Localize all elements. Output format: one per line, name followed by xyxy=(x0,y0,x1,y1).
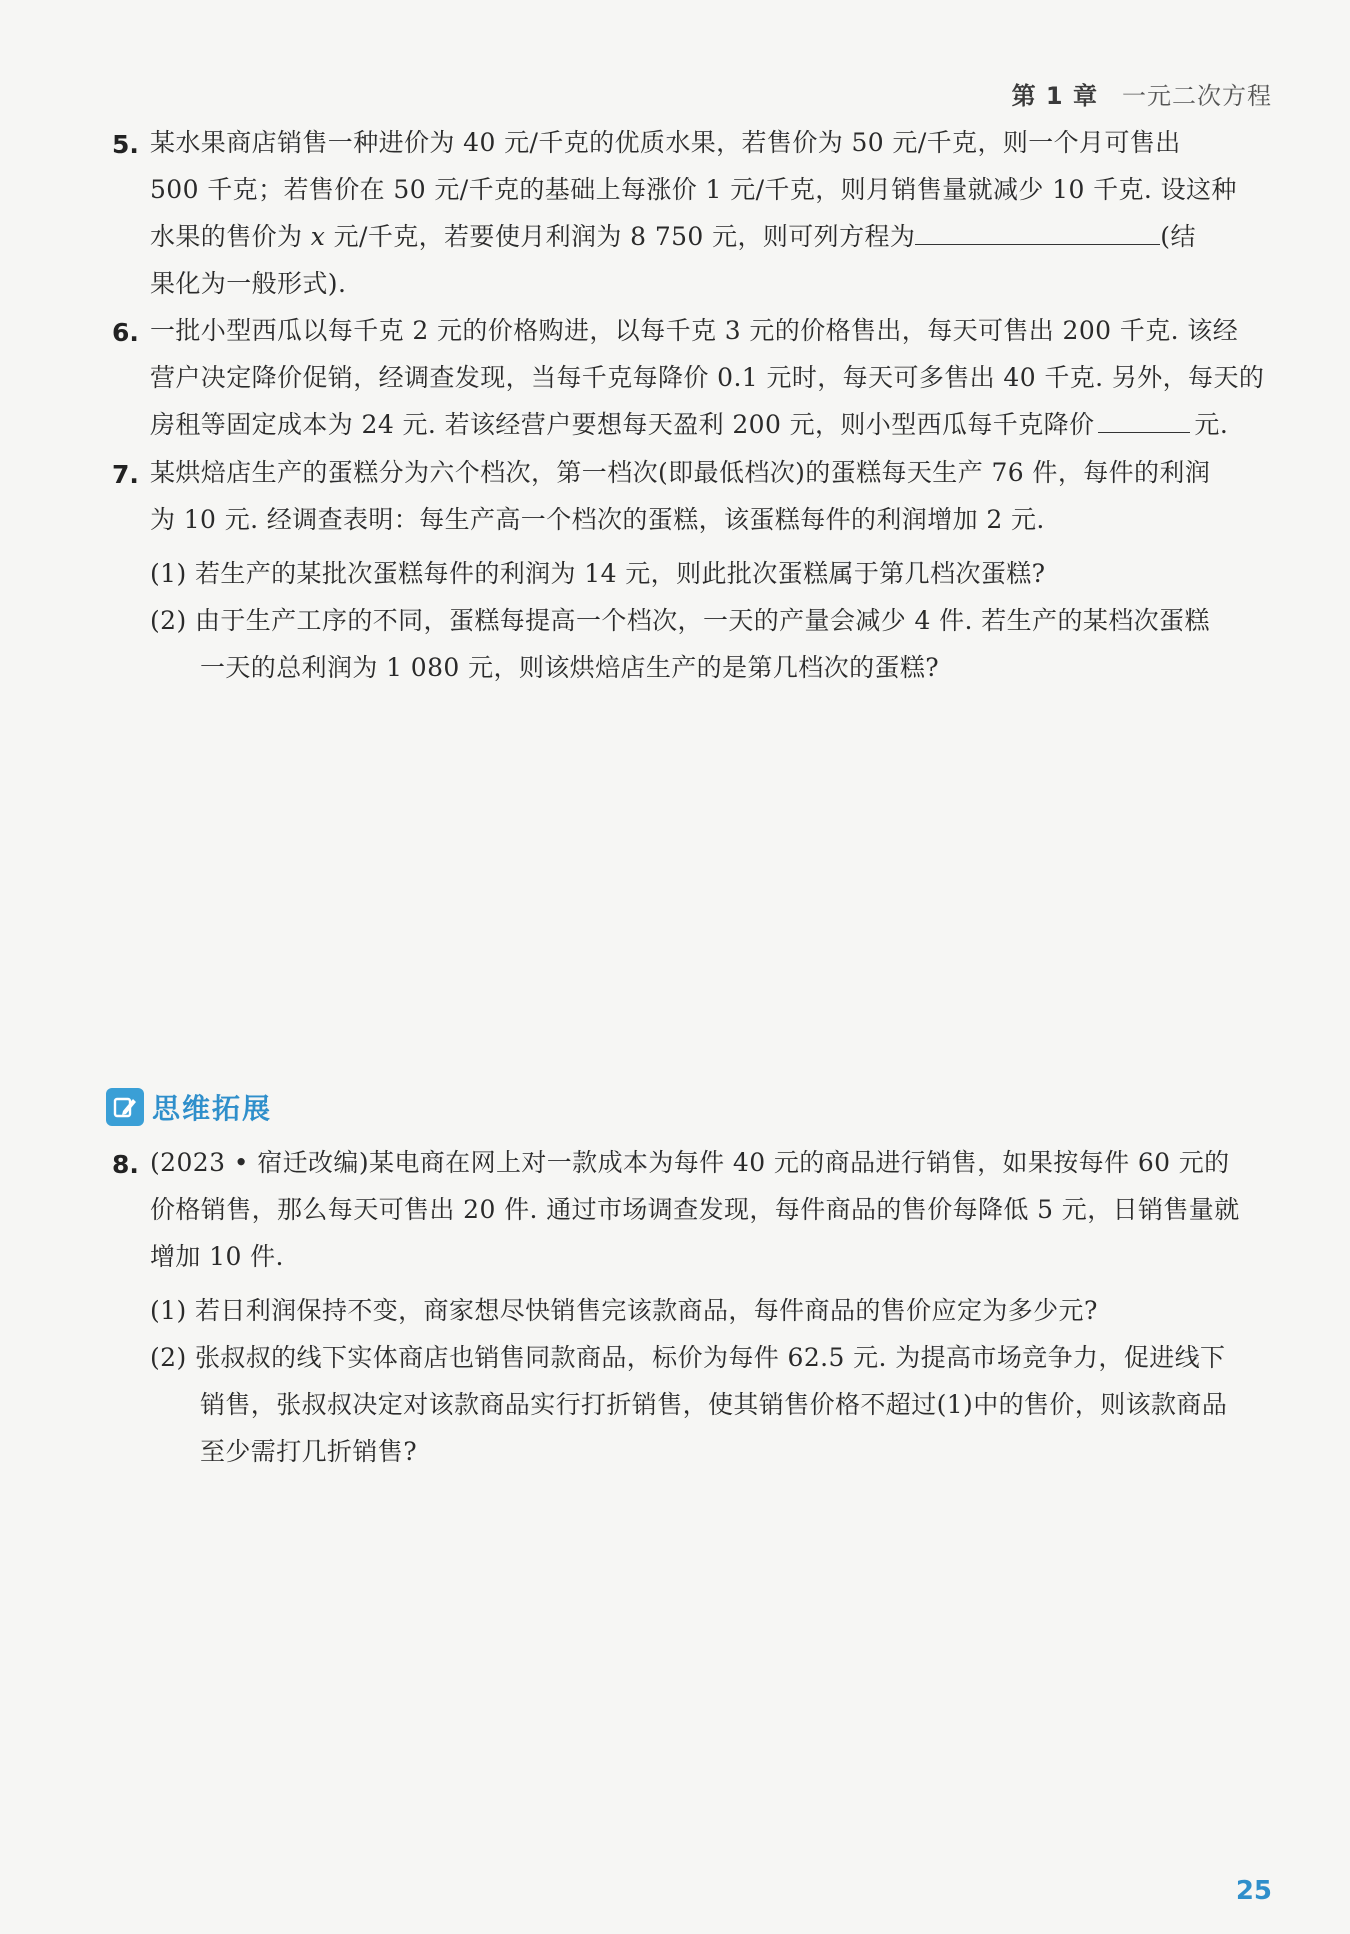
subquestion-1: (1) 若日利润保持不变，商家想尽快销售完该款商品，每件商品的售价应定为多少元? xyxy=(150,1296,1098,1325)
problem-text: (结 xyxy=(1160,222,1196,251)
page-number: 25 xyxy=(1235,1876,1272,1906)
problem-text: 房租等固定成本为 24 元. 若该经营户要想每天盈利 200 元，则小型西瓜每千克降价 xyxy=(150,410,1095,439)
answer-blank[interactable] xyxy=(1098,431,1190,433)
chapter-header xyxy=(1012,76,1272,111)
section-header xyxy=(106,1087,272,1127)
pencil-note-icon xyxy=(106,1088,144,1126)
problem-line: 某水果商店销售一种进价为 40 元/千克的优质水果，若售价为 50 元/千克，则一个月可售出 xyxy=(150,128,1181,157)
problem-line: 营户决定降价促销，经调查发现，当每千克每降价 0.1 元时，每天可多售出 40 千克. 另外，每天的 xyxy=(150,363,1265,392)
section-title: 思维拓展 xyxy=(152,1092,273,1125)
chapter-title: 一元二次方程 xyxy=(1122,82,1272,110)
problem-line: 500 千克；若售价在 50 元/千克的基础上每涨价 1 元/千克，则月销售量就减少 10 千克. 设这种 xyxy=(150,175,1237,204)
problem-line: 一批小型西瓜以每千克 2 元的价格购进，以每千克 3 元的价格售出，每天可售出 200 千克. 该经 xyxy=(150,316,1239,345)
problem-text: 水果的售价为 xyxy=(150,222,311,251)
problem-line: 某烘焙店生产的蛋糕分为六个档次，第一档次(即最低档次)的蛋糕每天生产 76 件，每件的利润 xyxy=(150,458,1211,487)
problem-line-with-blank xyxy=(150,224,1196,249)
problem-text: 元. xyxy=(1194,410,1229,439)
problem-line: 价格销售，那么每天可售出 20 件. 通过市场调查发现，每件商品的售价每降低 5 元，日销售量就 xyxy=(150,1195,1240,1224)
problem-line: 果化为一般形式). xyxy=(150,269,347,298)
subquestion-2-cont: 销售，张叔叔决定对该款商品实行打折销售，使其销售价格不超过(1)中的售价，则该款商品 xyxy=(200,1390,1228,1419)
subquestion-1: (1) 若生产的某批次蛋糕每件的利润为 14 元，则此批次蛋糕属于第几档次蛋糕? xyxy=(150,559,1046,588)
subquestion-2-cont: 至少需打几折销售? xyxy=(200,1437,418,1466)
variable-x: x xyxy=(310,222,326,251)
chapter-number: 第 1 章 xyxy=(1011,82,1098,110)
problem-number: 5. xyxy=(112,130,139,159)
problem-number: 7. xyxy=(112,460,139,489)
subquestion-2: (2) 张叔叔的线下实体商店也销售同款商品，标价为每件 62.5 元. 为提高市场竞争力，促进线下 xyxy=(150,1343,1226,1372)
answer-blank[interactable] xyxy=(915,243,1160,245)
subquestion-2: (2) 由于生产工序的不同，蛋糕每提高一个档次，一天的产量会减少 4 件. 若生产的某档次蛋糕 xyxy=(150,606,1210,635)
problem-text: 元/千克，若要使月利润为 8 750 元，则可列方程为 xyxy=(325,222,916,251)
problem-line-with-blank xyxy=(150,412,1228,437)
problem-line: (2023 • 宿迁改编)某电商在网上对一款成本为每件 40 元的商品进行销售，如果按每件 60 元的 xyxy=(150,1148,1230,1177)
problem-number: 8. xyxy=(112,1150,139,1179)
subquestion-2-cont: 一天的总利润为 1 080 元，则该烘焙店生产的是第几档次的蛋糕? xyxy=(200,653,940,682)
problem-line: 为 10 元. 经调查表明：每生产高一个档次的蛋糕，该蛋糕每件的利润增加 2 元. xyxy=(150,505,1045,534)
problem-line: 增加 10 件. xyxy=(150,1242,284,1271)
problem-number: 6. xyxy=(112,318,139,347)
